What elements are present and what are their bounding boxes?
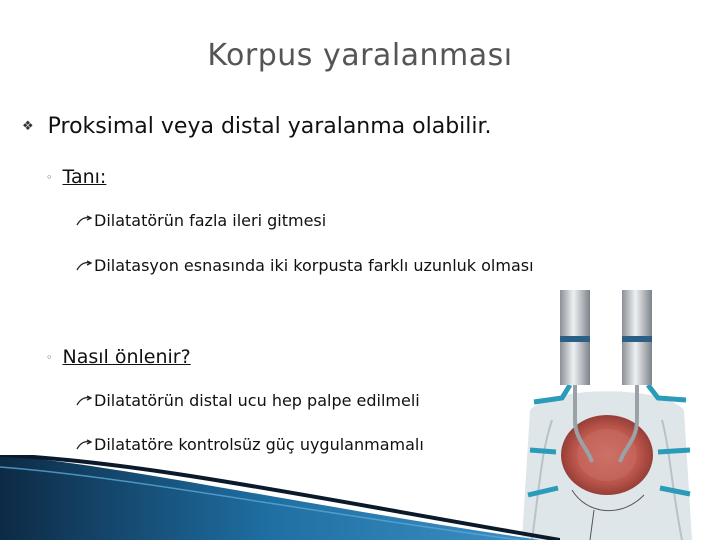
slide-title: Korpus yaralanması: [207, 38, 513, 73]
main-bullet-text: Proksimal veya distal yaralanma olabilir.: [47, 114, 492, 139]
arrow-bullet-icon: [76, 395, 92, 407]
main-bullet: [22, 114, 492, 139]
section-heading-text: Tanı:: [62, 166, 107, 188]
list-item-text: Dilatasyon esnasında iki korpusta farklı uzunluk olması: [94, 256, 534, 275]
list-item-text: Dilatatörün distal ucu hep palpe edilmeli: [94, 391, 420, 410]
arrow-bullet-icon: [76, 215, 92, 227]
decorative-wave: [0, 455, 560, 540]
circle-bullet-icon: ◦: [46, 170, 53, 184]
arrow-bullet-icon: [76, 439, 92, 451]
section-heading-diagnosis: [46, 166, 106, 188]
list-item: [76, 211, 326, 230]
list-item-text: Dilatatöre kontrolsüz güç uygulanmamalı: [94, 435, 424, 454]
list-item-text: Dilatatörün fazla ileri gitmesi: [94, 211, 327, 230]
section-heading-text: Nasıl önlenir?: [62, 346, 191, 368]
arrow-bullet-icon: [76, 260, 92, 272]
section-heading-prevention: [46, 346, 191, 368]
list-item: [76, 435, 424, 454]
diamond-bullet-icon: ❖: [22, 119, 34, 134]
circle-bullet-icon: ◦: [46, 350, 53, 364]
list-item: [76, 391, 420, 410]
list-item: [76, 256, 534, 275]
